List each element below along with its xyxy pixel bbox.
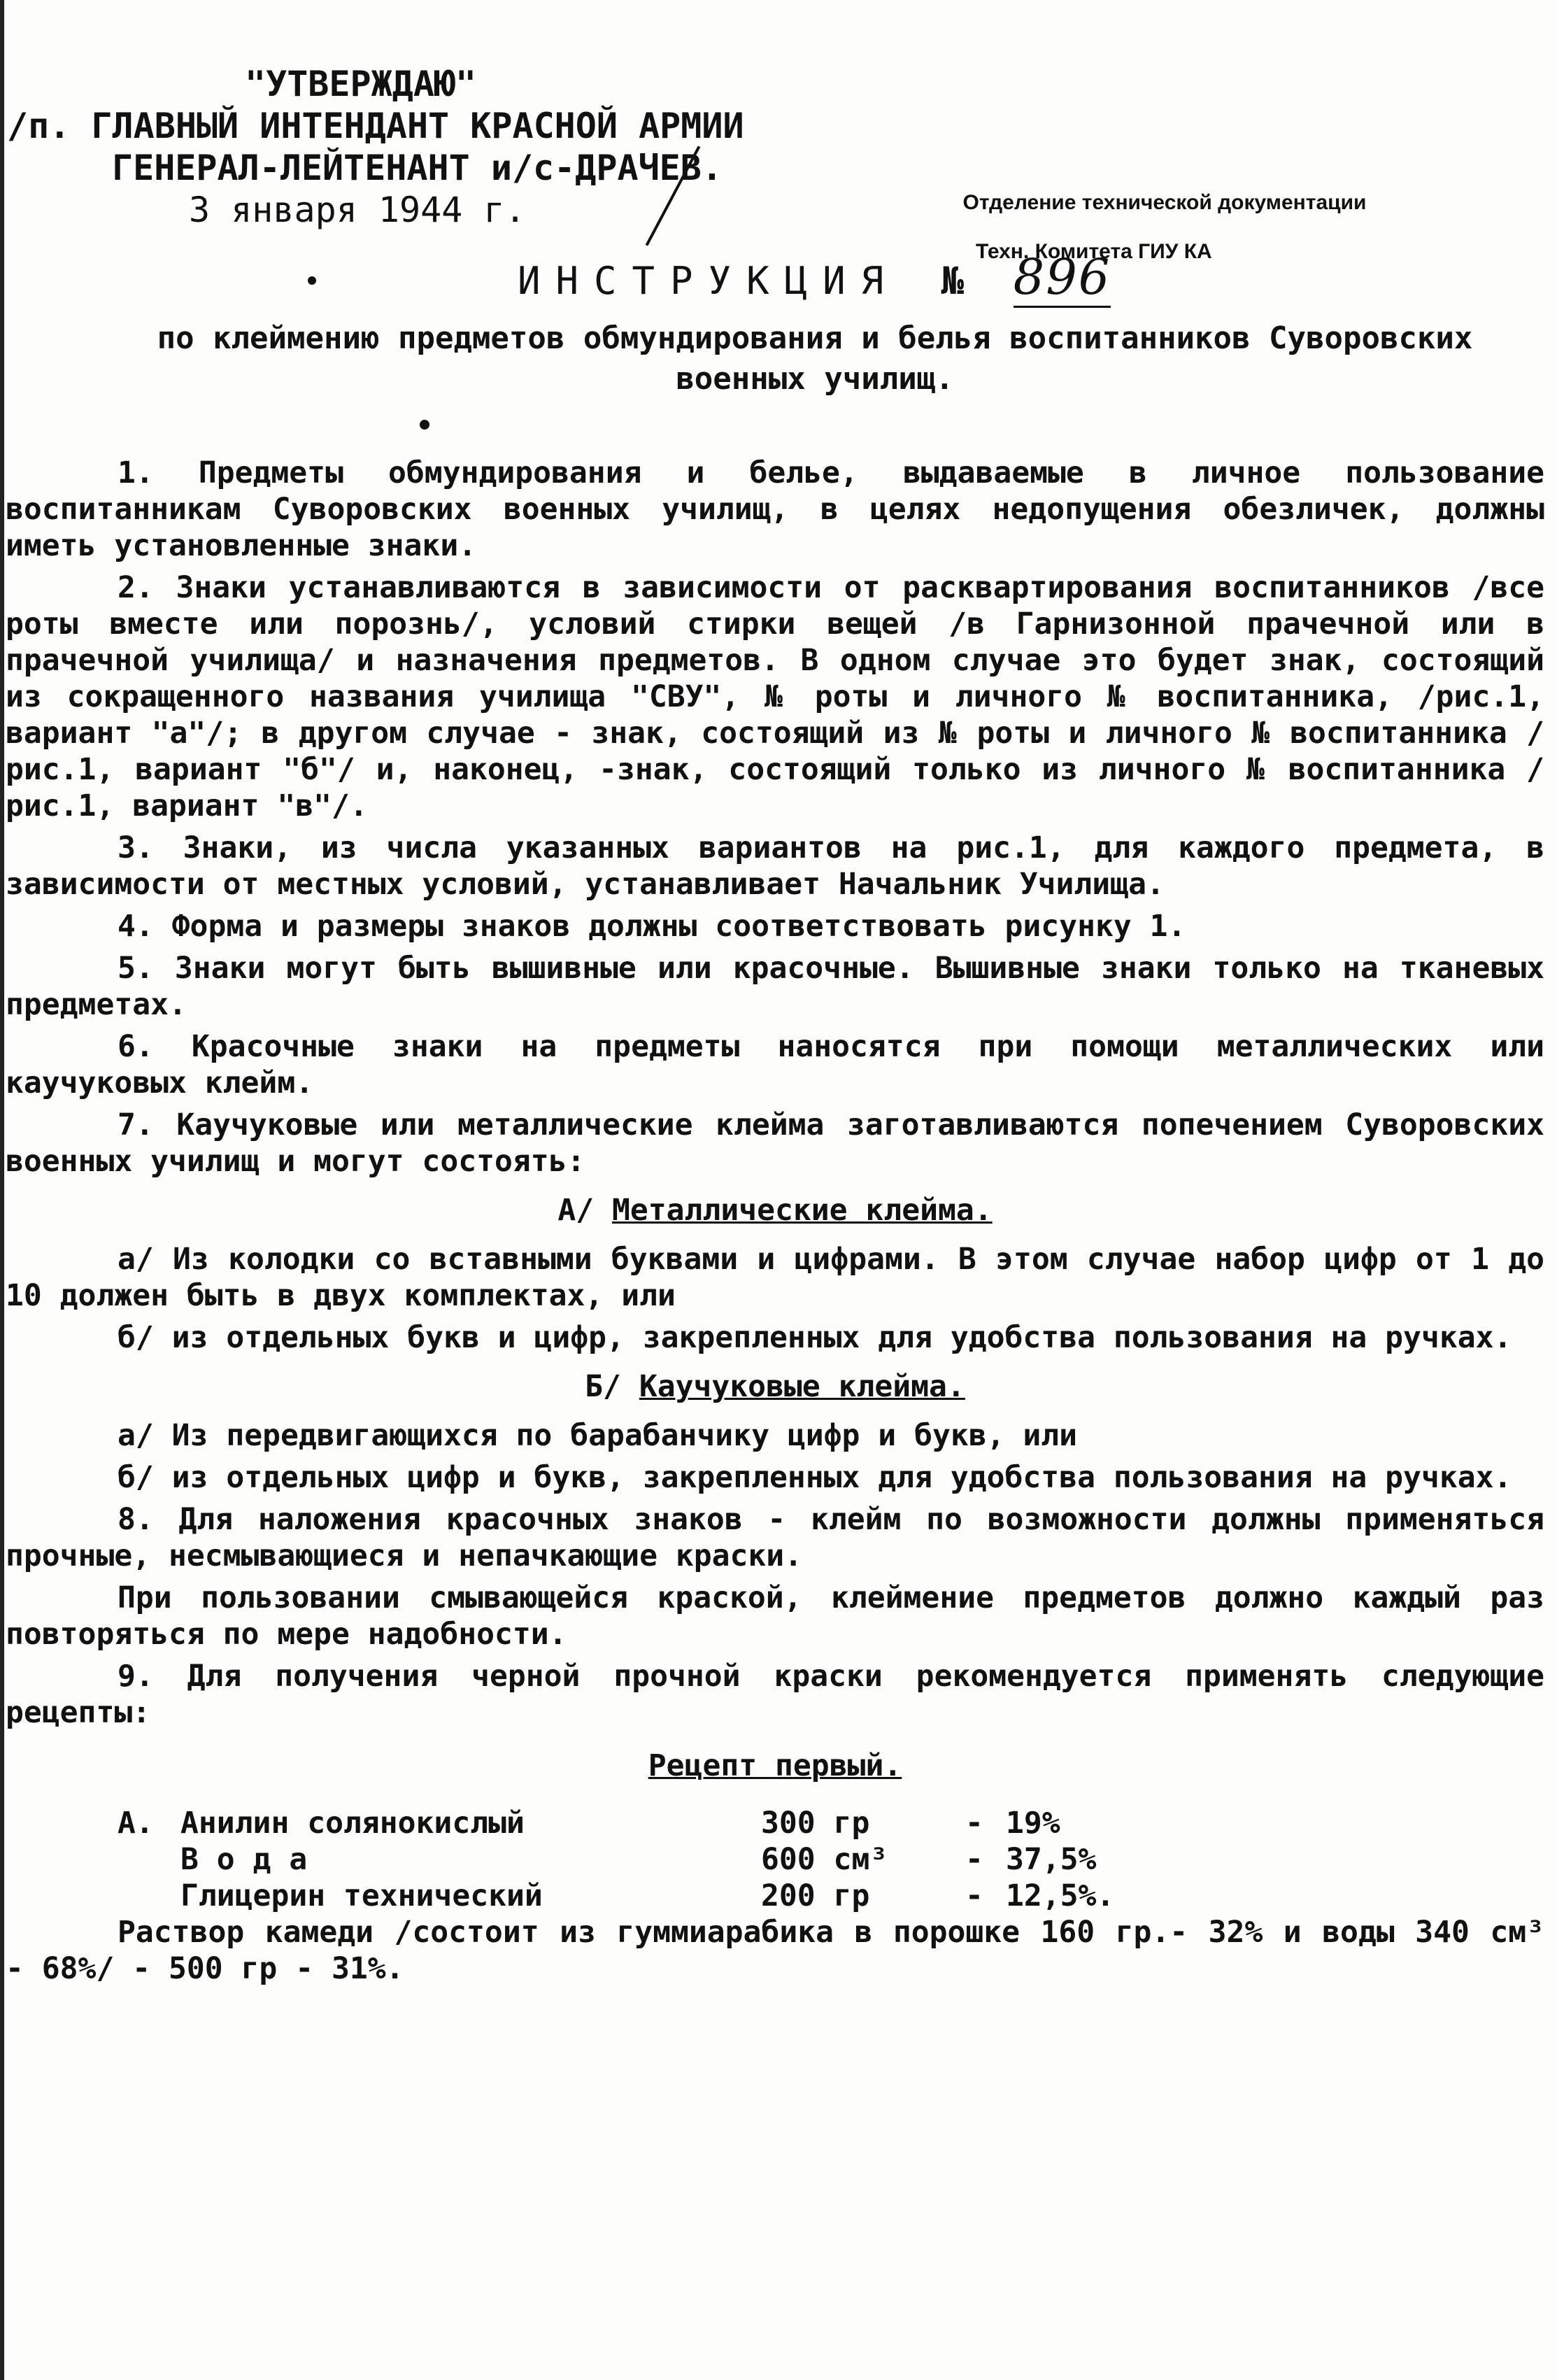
recipe-quantity: 300 гр	[761, 1806, 870, 1841]
document-title	[518, 248, 1357, 306]
recipe-ingredient: В о д а	[180, 1842, 308, 1877]
pen-dot-mark	[308, 276, 316, 285]
title-text: ИНСТРУКЦИЯ	[518, 259, 900, 303]
approval-block	[0, 63, 909, 231]
paragraph-4: 4. Форма и размеры знаков должны соответствовать рисунку 1.	[118, 909, 1186, 944]
scan-edge	[0, 0, 4, 2380]
paragraph-3: 3. Знаки, из числа указанных вариантов на рис.1, для каждого предмета, в зависимости от местных условий, устанавливает Начальник Училища.	[6, 830, 1544, 902]
section-a-title: Металлические клейма.	[612, 1193, 993, 1228]
recipe-title-text: Рецепт первый.	[648, 1748, 902, 1783]
approval-rank: ГЕНЕРАЛ-ЛЕЙТЕНАНТ и/с-ДРАЧЕВ.	[112, 148, 723, 188]
document-subtitle: по клеймению предметов обмундирования и белья воспитанников Суворовских военных училищ.	[157, 320, 1473, 397]
recipe-dash: -	[965, 1878, 983, 1913]
paragraph-1: 1. Предметы обмундирования и белье, выдаваемые в личное пользование воспитанникам Суворовских военных училищ, в целях недопущения обезличек, должны иметь установленные знаки.	[6, 455, 1544, 563]
recipe-quantity: 600 см³	[761, 1842, 888, 1877]
paragraph-5: 5. Знаки могут быть вышивные или красочные. Вышивные знаки только на тканевых предметах.	[6, 951, 1544, 1022]
document-body	[6, 455, 1544, 1992]
paragraph-8-continued: При пользовании смывающейся краской, клеймение предметов должно каждый раз повторяться по мере надобности.	[6, 1580, 1544, 1652]
section-a-item-1: а/ Из колодки со вставными буквами и цифрами. В этом случае набор цифр от 1 до 10 должен быть в двух комплектах, или	[6, 1242, 1544, 1313]
number-label: №	[941, 259, 966, 303]
recipe-row-label	[118, 1841, 180, 1878]
section-b-item-2: б/ из отдельных цифр и букв, закрепленных для удобства пользования на ручках.	[118, 1460, 1512, 1495]
pen-dot-mark	[420, 420, 429, 430]
paragraph-8: 8. Для наложения красочных знаков - клейм по возможности должны применяться прочные, несмывающиеся и непачкающие краски.	[6, 1502, 1544, 1573]
section-a-item-2: б/ из отдельных букв и цифр, закрепленных для удобства пользования на ручках.	[118, 1320, 1512, 1355]
recipe-percent: 37,5%	[1006, 1842, 1097, 1877]
section-b-prefix: Б/	[585, 1369, 621, 1404]
section-a-prefix: А/	[557, 1193, 595, 1228]
recipe-ingredient: Анилин солянокислый	[180, 1806, 525, 1841]
recipe-solution: Раствор камеди /состоит из гуммиарабика в порошке 160 гр.- 32% и воды 340 см³ - 68%/ - 500 гр - 31%.	[6, 1915, 1544, 1986]
recipe-row	[118, 1841, 1188, 1878]
recipe-title	[6, 1748, 1544, 1784]
recipe-row-label: А.	[118, 1806, 154, 1841]
recipe-row	[118, 1878, 1188, 1914]
approval-date: 3 января 1944 г.	[189, 190, 526, 230]
section-a-heading	[6, 1192, 1544, 1228]
recipe-dash: -	[965, 1842, 983, 1877]
paragraph-6: 6. Красочные знаки на предметы наносятся при помощи металлических или каучуковых клейм.	[6, 1029, 1544, 1100]
recipe-row-label	[118, 1878, 180, 1914]
recipe-dash: -	[965, 1806, 983, 1841]
document-number: 896	[1014, 248, 1111, 308]
section-b-heading	[6, 1368, 1544, 1405]
recipe-row	[118, 1805, 1188, 1841]
recipe-percent: 12,5%.	[1006, 1878, 1115, 1913]
paragraph-2: 2. Знаки устанавливаются в зависимости от расквартирования воспитанников /все роты вместе или порознь/, условий стирки вещей /в Гарнизонной прачечной или в прачечной училища/ и назначения предметов. В одном случае это будет знак, состоящий из сокращенного названия училища "СВУ", № роты и личного № воспитанника, /рис.1, вариант "а"/; в другом случае - знак, состоящий из № роты и личного № воспитанника /рис.1, вариант "б"/ и, наконец, -знак, состоящий только из личного № воспитанника /рис.1, вариант "в"/.	[6, 570, 1544, 823]
department-line-2: Техн. Комитета ГИУ КА	[976, 240, 1212, 263]
paragraph-9: 9. Для получения черной прочной краски рекомендуется применять следующие рецепты:	[6, 1659, 1544, 1730]
paragraph-7: 7. Каучуковые или металлические клейма заготавливаются попечением Суворовских военных училищ и могут состоять:	[6, 1107, 1544, 1179]
section-b-item-1: а/ Из передвигающихся по барабанчику цифр и букв, или	[118, 1418, 1078, 1453]
recipe-percent: 19%	[1006, 1806, 1060, 1841]
recipe-quantity: 200 гр	[761, 1878, 870, 1913]
approval-heading: "УТВЕРЖДАЮ"	[245, 64, 477, 104]
department-line-1: Отделение технической документации	[962, 191, 1367, 214]
recipe-table	[118, 1805, 1188, 1914]
section-b-title: Каучуковые клейма.	[639, 1369, 965, 1404]
recipe-ingredient: Глицерин технический	[180, 1878, 543, 1913]
approval-position: /п. ГЛАВНЫЙ ИНТЕНДАНТ КРАСНОЙ АРМИИ	[7, 106, 744, 146]
